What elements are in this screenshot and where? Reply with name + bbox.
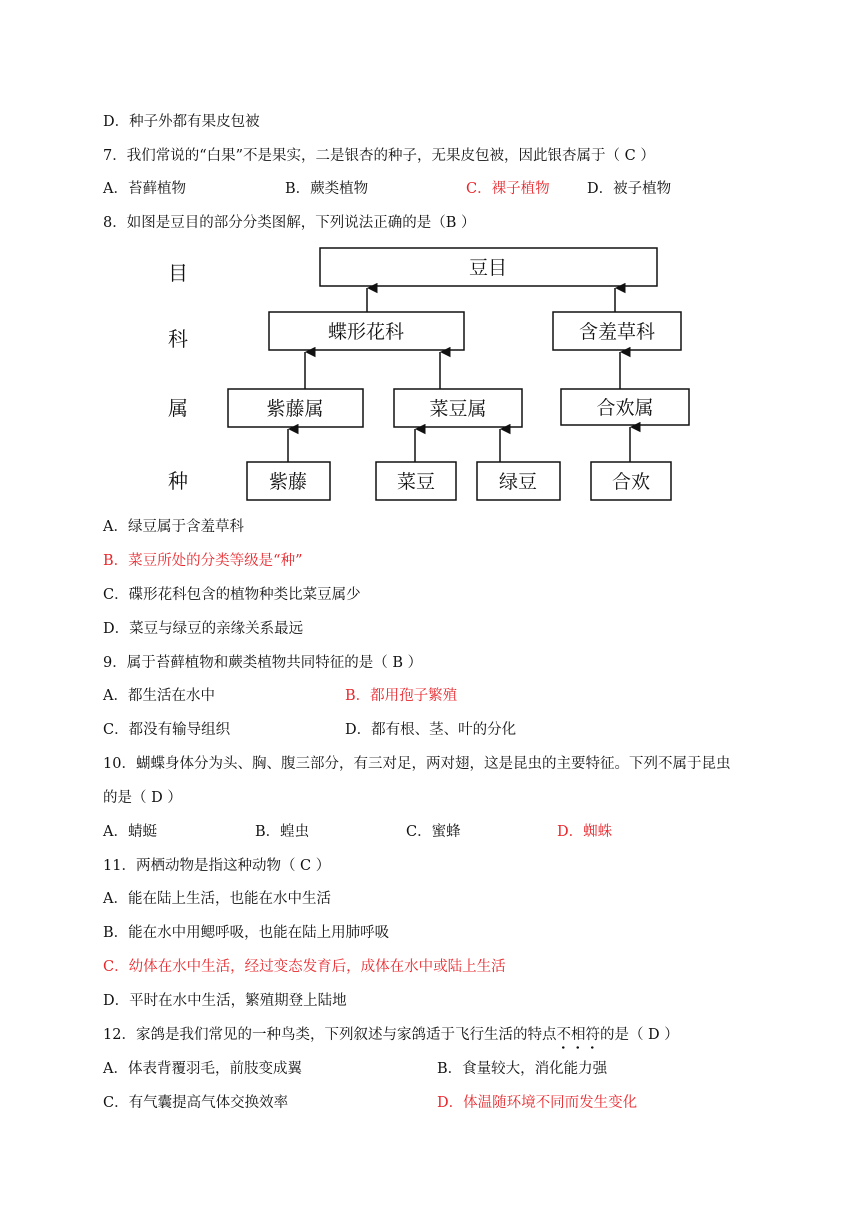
question-12-emphasis: 不相符: [556, 1027, 600, 1043]
option-10b: B．蝗虫: [255, 824, 310, 840]
species-label-2: 菜豆: [396, 471, 436, 493]
species-label-1: 紫藤: [268, 471, 308, 493]
option-8b-answer: B．菜豆所处的分类等级是“种”: [103, 553, 303, 569]
option-7b: B．蕨类植物: [285, 181, 369, 197]
option-11c-answer: C．幼体在水中生活，经过变态发育后，成体在水中或陆上生活: [103, 959, 506, 975]
question-10-line-2: 的是（ D ）: [103, 790, 182, 806]
question-12-text: 12．家鸽是我们常见的一种鸟类，下列叙述与家鸽适于飞行生活的特点: [103, 1027, 557, 1043]
option-7c-answer: C．裸子植物: [466, 181, 550, 197]
option-11d: D．平时在水中生活，繁殖期登上陆地: [103, 993, 347, 1009]
genus-label-3: 合欢属: [596, 397, 654, 419]
option-9a: A．都生活在水中: [103, 688, 215, 704]
level-label-order: 目: [168, 261, 188, 285]
option-10d-answer: D．蜘蛛: [557, 824, 613, 840]
option-8c: C．碟形花科包含的植物种类比菜豆属少: [103, 587, 361, 603]
order-label: 豆目: [468, 257, 508, 279]
question-12-answer: 的是（ D ）: [599, 1027, 679, 1043]
question-8: 8．如图是豆目的部分分类图解，下列说法正确的是（B ）: [103, 215, 476, 231]
option-12d-answer: D．体温随环境不同而发生变化: [437, 1095, 638, 1111]
option-9c: C．都没有输导组织: [103, 722, 231, 738]
option-8d: D．菜豆与绿豆的亲缘关系最远: [103, 621, 304, 637]
option-12a: A．体表背覆羽毛，前肢变成翼: [103, 1061, 302, 1077]
option-10c: C．蜜蜂: [406, 824, 461, 840]
question-12: [103, 1025, 679, 1045]
option-7a: A．苔藓植物: [103, 181, 186, 197]
question-11: 11．两栖动物是指这种动物（ C ）: [103, 858, 331, 874]
species-label-3: 绿豆: [498, 471, 538, 493]
family-label-2: 含羞草科: [578, 321, 656, 343]
option-11a: A．能在陆上生活，也能在水中生活: [103, 891, 331, 907]
family-label-1: 蝶形花科: [327, 321, 405, 343]
species-label-4: 合欢: [611, 471, 651, 493]
classification-diagram: [150, 240, 710, 508]
level-label-genus: 属: [168, 396, 188, 420]
genus-label-1: 紫藤属: [266, 398, 324, 420]
option-6d: D．种子外都有果皮包被: [103, 114, 260, 130]
option-9b-answer: B．都用孢子繁殖: [345, 688, 458, 704]
question-9: 9．属于苔藓植物和蕨类植物共同特征的是（ B ）: [103, 655, 423, 671]
option-8a: A．绿豆属于含羞草科: [103, 519, 244, 535]
level-label-species: 种: [168, 469, 188, 493]
level-label-family: 科: [168, 327, 188, 351]
genus-label-2: 菜豆属: [429, 398, 487, 420]
option-11b: B．能在水中用鳃呼吸，也能在陆上用肺呼吸: [103, 925, 390, 941]
option-12c: C．有气囊提高气体交换效率: [103, 1095, 289, 1111]
question-7: 7．我们常说的“白果”不是果实，二是银杏的种子，无果皮包被，因此银杏属于（ C ）: [103, 148, 655, 164]
option-9d: D．都有根、茎、叶的分化: [345, 722, 517, 738]
option-10a: A．蜻蜓: [103, 824, 157, 840]
option-12b: B．食量较大，消化能力强: [437, 1061, 608, 1077]
question-10-line-1: 10．蝴蝶身体分为头、胸、腹三部分，有三对足，两对翅，这是昆虫的主要特征。下列不属于昆虫: [103, 756, 731, 772]
option-7d: D．被子植物: [587, 181, 672, 197]
